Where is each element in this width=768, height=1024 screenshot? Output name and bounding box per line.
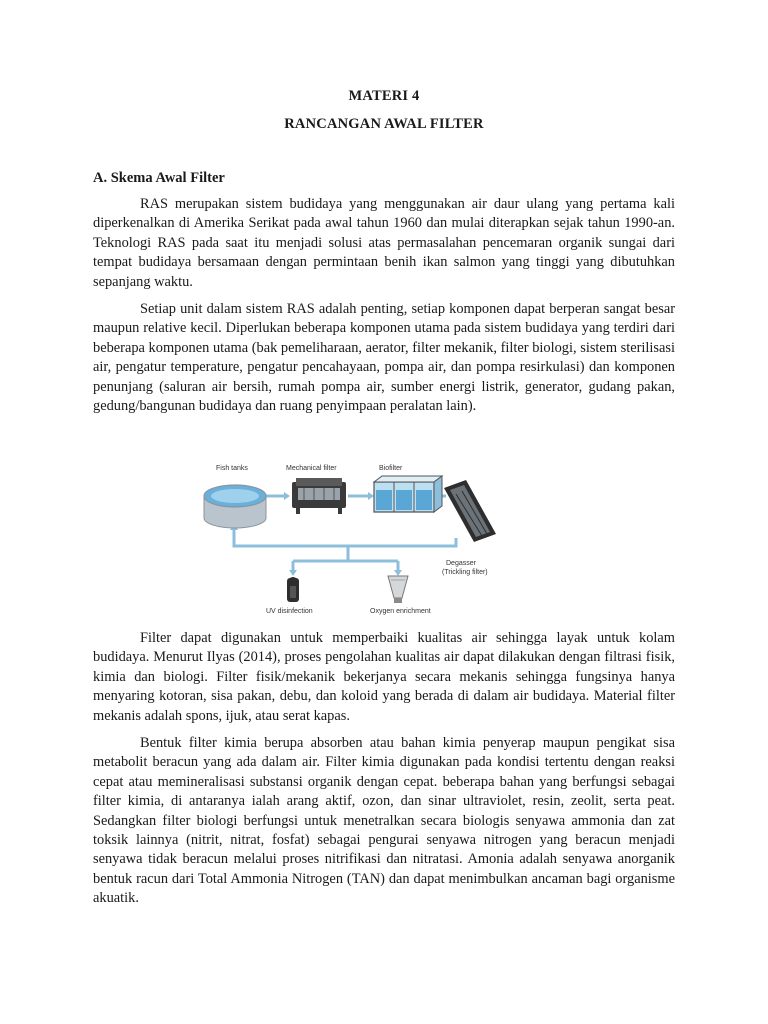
- ras-schematic-figure: [198, 458, 510, 618]
- degasser-icon: [444, 480, 496, 542]
- section-heading-a: A. Skema Awal Filter: [93, 170, 225, 186]
- arrowhead-to-bio: [368, 492, 374, 500]
- uv-unit-icon: [287, 577, 299, 602]
- label-biofilter: Biofilter: [379, 465, 403, 472]
- ras-schematic-diagram: [198, 458, 510, 618]
- label-uv-disinfection: UV disinfection: [266, 608, 313, 615]
- label-oxygen-enrichment: Oxygen enrichment: [370, 608, 431, 615]
- document-title: RANCANGAN AWAL FILTER: [284, 116, 484, 132]
- oxygen-unit-icon: [388, 576, 408, 603]
- paragraph-ras-components: Setiap unit dalam sistem RAS adalah penting, setiap komponen dapat berperan sangat besar maupun relative kecil. Diperlukan beberapa komponen utama pada sistem budidaya yang terdiri dari beberapa komponen utama (bak pemeliharaan, aerator, filter mekanik, filter biologi, sistem sterilisasi air, pengatur temperature, pengatur pencahayaan, pompa air, dan pompa resirkulasi) dan komponen penunjang (saluran air bersih, rumah pompa air, sumber energi listrik, generator, gudang pakan, gedung/bangunan budidaya dan ruang penyimpaan peralatan lain).: [93, 301, 675, 415]
- paragraph-filter-functions: Filter dapat digunakan untuk memperbaiki kualitas air sehingga layak untuk kolam budidaya. Menurut Ilyas (2014), proses pengolahan kualitas air dapat dilakukan dengan filtrasi fisik, kimia dan biologi. Filter fisik/mekanik bekerjanya secara mekanis sehingga fungsinya hanya menyaring kotoran, sisa pakan, debu, dan koloid yang berada di dalam air budidaya. Material filter mekanis adalah spons, ijuk, atau serat kapas.: [93, 630, 675, 724]
- arrowhead-to-oxygen: [394, 570, 402, 576]
- label-mechanical-filter: Mechanical filter: [286, 465, 337, 472]
- paragraph-chemical-biological-filter: Bentuk filter kimia berupa absorben atau bahan kimia penyerap maupun pengikat sisa metabolit beracun yang ada dalam air. Filter kimia digunakan pada kondisi tertentu dengan reaksi cepat atau memineralisasi substansi organik dengan cepat. beberapa bahan yang berfungsi sebagai filter kimia, di antaranya ialah arang aktif, ozon, dan sinar ultraviolet, resin, zeolit, serta peat. Sedangkan filter biologi berfungsi untuk menetralkan secara biologis senyawa ammonia dan zat toksik lainnya (nitrit, nitrat, fosfat) sebagai pengurai senyawa nitrogen yang beracun menjadi senyawa tidak beracun melalui proses nitrifikasi dan nitratasi. Amonia adalah senyawa anorganik bentuk racun dari Total Ammonia Nitrogen (TAN) dan dapat menimbulkan ancaman bagi organisme akuatik.: [93, 735, 675, 907]
- label-fish-tanks: Fish tanks: [216, 465, 248, 472]
- arrowhead-to-mech: [284, 492, 290, 500]
- fish-tank-icon: [204, 485, 266, 528]
- arrowhead-to-uv: [289, 570, 297, 576]
- flow-return-line: [234, 530, 456, 546]
- label-trickling-filter: (Trickling filter): [442, 569, 488, 576]
- paragraph-ras-history: RAS merupakan sistem budidaya yang menggunakan air daur ulang yang pertama kali diperkenalkan di Amerika Serikat pada awal tahun 1960 dan mulai diterapkan sejak tahun 1990-an. Teknologi RAS pada saat itu menjadi solusi atas permasalahan pencemaran organik sungai dari tempat budidaya bersamaan dengan permintaan benih ikan salmon yang tinggi yang dibutuhkan sepanjang waktu.: [93, 196, 675, 290]
- biofilter-icon: [374, 476, 442, 512]
- materi-number: MATERI 4: [348, 88, 420, 104]
- label-degasser: Degasser: [446, 560, 476, 567]
- mechanical-filter-icon: [292, 478, 346, 514]
